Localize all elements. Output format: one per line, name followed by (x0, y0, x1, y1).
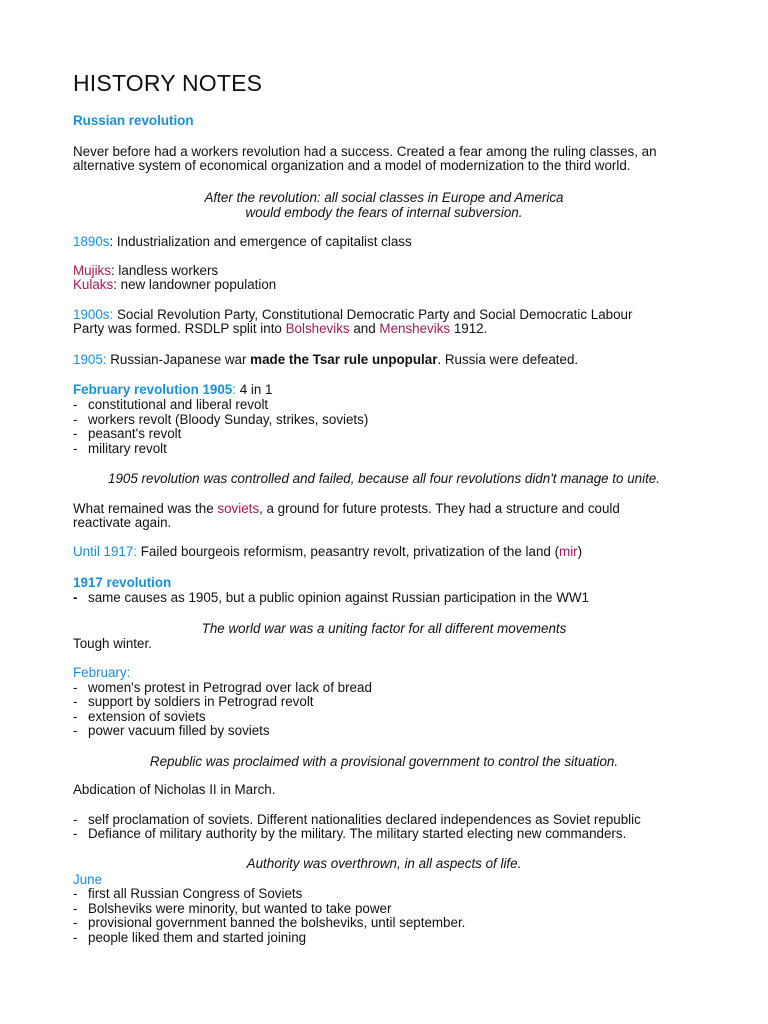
list-item (73, 827, 626, 842)
tough-winter: Tough winter. (73, 636, 152, 651)
dash-bullet: - (73, 723, 78, 738)
dash-bullet: - (73, 590, 78, 605)
list-item (73, 887, 302, 902)
february-1905-heading (73, 383, 272, 398)
quote-authority: Authority was overthrown, in all aspects of life. (246, 856, 522, 871)
list-item-text: support by soldiers in Petrograd revolt (88, 694, 314, 709)
list-item-text: workers revolt (Bloody Sunday, strikes, soviets) (88, 412, 369, 427)
list-item-text: peasant's revolt (88, 426, 182, 441)
term-bolsheviks: Bolsheviks (285, 321, 350, 336)
note-1905 (73, 353, 578, 368)
list-item-text: constitutional and liberal revolt (88, 397, 269, 412)
list-item-text: power vacuum filled by soviets (88, 723, 270, 738)
section-heading: Russian revolution (73, 113, 194, 128)
quote-line-1: After the revolution: all social classes in Europe and America (204, 190, 564, 205)
term-february-revolution-1905: February revolution 1905 (73, 382, 233, 397)
list-item (73, 695, 314, 710)
list-item-text: people liked them and started joining (88, 930, 307, 945)
quote-world-war: The world war was a uniting factor for all different movements (201, 621, 567, 636)
note-text: Party was formed. RSDLP split into (73, 321, 286, 336)
dash-bullet: - (73, 680, 78, 695)
dash-bullet: - (73, 397, 78, 412)
list-item-text: Defiance of military authority by the military. The military started electing new commanders. (88, 826, 627, 841)
dash-bullet: - (73, 812, 78, 827)
list-item (73, 427, 181, 442)
note-text: Russian-Japanese war (106, 352, 251, 367)
note-text: . Russia were defeated. (437, 352, 579, 367)
dash-bullet: - (73, 886, 78, 901)
list-item (73, 591, 589, 606)
list-item-text: provisional government banned the bolsheviks, until september. (88, 915, 466, 930)
colon: : (232, 382, 236, 397)
list-item (73, 931, 306, 946)
note-text: 4 in 1 (236, 382, 273, 397)
note-abdication: Abdication of Nicholas II in March. (73, 782, 276, 797)
note-text: : landless workers (110, 263, 219, 278)
heading-1917-revolution: 1917 revolution (73, 575, 172, 590)
note-1890s (73, 235, 412, 250)
dash-bullet: - (73, 709, 78, 724)
list-item (73, 442, 167, 457)
list-item (73, 724, 270, 739)
term-until-1917: Until 1917: (73, 544, 138, 559)
term-soviets: soviets (217, 501, 260, 516)
list-item-text: self proclamation of soviets. Different nationalities declared independences as Soviet republic (88, 812, 641, 827)
list-item-text: women's protest in Petrograd over lack of bread (88, 680, 372, 695)
dash-bullet: - (73, 930, 78, 945)
note-text: , a ground for future protests. They had a structure and could (259, 501, 620, 516)
list-item-text: military revolt (88, 441, 167, 456)
page-title: HISTORY NOTES (73, 70, 263, 96)
dash-bullet: - (73, 412, 78, 427)
note-text: Social Revolution Party, Constitutional Democratic Party and Social Democratic Labour (113, 307, 633, 322)
term-1890s: 1890s (73, 234, 110, 249)
dash-bullet: - (73, 441, 78, 456)
intro-line-2: alternative system of economical organization and a model of modernization to the third world. (73, 158, 631, 173)
dash-bullet: - (73, 915, 78, 930)
term-1905: 1905: (73, 352, 107, 367)
note-1900s-line-2 (73, 322, 487, 337)
dash-bullet: - (73, 901, 78, 916)
list-item-text: first all Russian Congress of Soviets (88, 886, 303, 901)
emphasis-text: made the Tsar rule unpopular (250, 352, 438, 367)
dash-bullet: - (73, 694, 78, 709)
list-item (73, 916, 465, 931)
note-text: Failed bourgeois reformism, peasantry revolt, privatization of the land ( (137, 544, 560, 559)
term-mensheviks: Mensheviks (379, 321, 451, 336)
list-item-text: Bolsheviks were minority, but wanted to take power (88, 901, 392, 916)
note-text: What remained was the (73, 501, 218, 516)
heading-february: February: (73, 665, 131, 680)
note-text: : new landowner population (113, 277, 277, 292)
note-text: ) (577, 544, 583, 559)
note-text: and (349, 321, 380, 336)
list-item (73, 398, 268, 413)
quote-republic: Republic was proclaimed with a provisional government to control the situation. (149, 754, 619, 769)
quote-line-2: would embody the fears of internal subversion. (245, 205, 523, 220)
heading-june: June (73, 872, 103, 887)
term-mujiks: Mujiks (73, 263, 111, 278)
list-item-text: extension of soviets (88, 709, 206, 724)
quote-1905-failed: 1905 revolution was controlled and failed, because all four revolutions didn't manage to unite. (108, 471, 660, 486)
term-kulaks: Kulaks (73, 277, 114, 292)
term-mir: mir (559, 544, 578, 559)
intro-line-1: Never before had a workers revolution had a success. Created a fear among the ruling classes, an (73, 144, 657, 159)
note-text: : Industrialization and emergence of capitalist class (109, 234, 412, 249)
note-text: 1912. (450, 321, 488, 336)
dash-bullet: - (73, 826, 78, 841)
dash-bullet: - (73, 426, 78, 441)
term-1900s: 1900s: (73, 307, 114, 322)
list-item-text: same causes as 1905, but a public opinion against Russian participation in the WW1 (88, 590, 589, 605)
remained-line-2: reactivate again. (73, 515, 172, 530)
note-kulaks (73, 278, 276, 293)
note-until-1917 (73, 545, 582, 560)
